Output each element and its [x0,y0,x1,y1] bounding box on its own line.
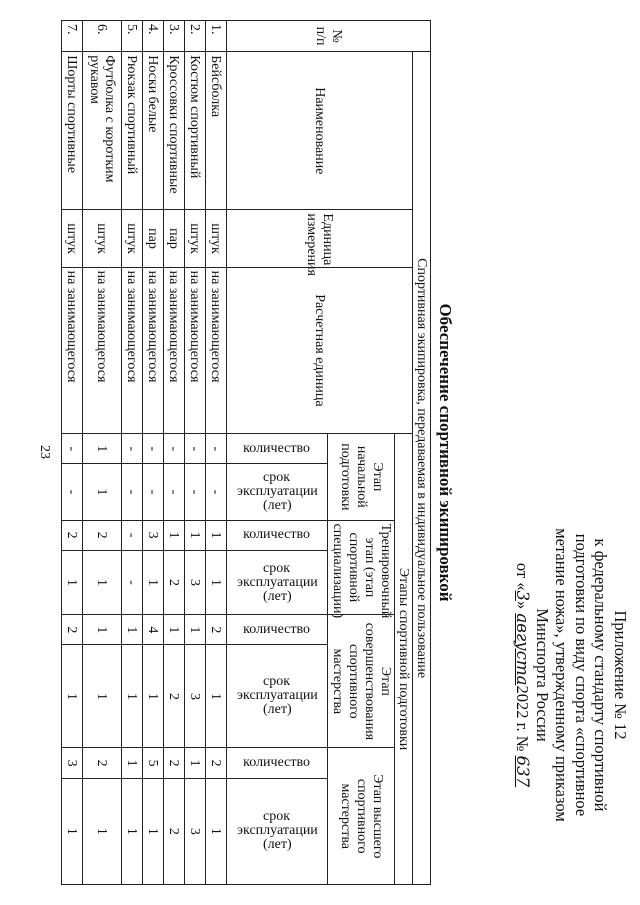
term-cell: 1 [143,778,164,884]
term-cell: 1 [143,550,164,615]
term-cell: 3 [185,550,206,615]
qty-cell: - [206,434,227,464]
calc-unit: на занимающегося [206,267,227,434]
subheader-term: срок эксплуатации (лет) [227,464,328,520]
item-name: Рюкзак спортивный [122,52,143,210]
date-year: 2022 г. № [513,685,533,752]
qty-cell: 2 [62,520,83,550]
item-name: Носки белые [143,52,164,210]
qty-cell: 3 [143,520,164,550]
table-row [206,21,227,885]
appendix-line-2: к федеральному стандарту спортивной [591,538,611,812]
qty-cell: 5 [143,748,164,778]
term-cell: 1 [62,645,83,748]
subheader-qty: количество [227,748,328,778]
date-day: 3 [513,590,533,601]
qty-cell: 2 [164,748,185,778]
row-number: 5. [122,21,143,52]
qty-cell: - [122,434,143,464]
term-cell: 1 [83,550,122,615]
qty-cell: - [62,434,83,464]
table-row [143,21,164,885]
row-number: 3. [164,21,185,52]
header-stage-1: Этап начальной подготовки [328,434,395,520]
header-stage-2: Тренировочный этап (этап спортивной специализации) [328,520,395,615]
date-mid: » [513,601,533,610]
row-number: 7. [62,21,83,52]
term-cell: 2 [164,778,185,884]
row-number: 4. [143,21,164,52]
term-cell: - [143,464,164,520]
term-cell: 3 [185,778,206,884]
term-cell: - [164,464,185,520]
header-group: Спортивная экипировка, передаваемая в индивидуальное пользование [413,52,431,885]
order-number: 637 [513,755,533,788]
term-cell: 2 [164,550,185,615]
table-row [62,21,83,885]
subheader-term: срок эксплуатации (лет) [227,778,328,884]
document-title: Обеспечение спортивной экипировкой [436,303,455,602]
qty-cell: 2 [83,748,122,778]
term-cell: 1 [62,550,83,615]
table-row [122,21,143,885]
term-cell: 3 [185,645,206,748]
page-number: 23 [37,445,52,459]
header-stage-4: Этап высшего спортивного мастерства [328,748,395,885]
row-number: 6. [83,21,122,52]
calc-unit: на занимающегося [122,267,143,434]
appendix-line-4: метание ножа», утвержденному приказом [552,528,572,822]
item-name: Бейсболка [206,52,227,210]
calc-unit: на занимающегося [185,267,206,434]
calc-unit: на занимающегося [164,267,185,434]
qty-cell: 2 [206,615,227,645]
item-unit: штук [122,210,143,267]
item-name: Футболка с коротким рукавом [83,52,122,210]
term-cell: 1 [83,778,122,884]
qty-cell: 1 [122,615,143,645]
item-unit: пар [164,210,185,267]
date-prefix: от « [513,562,533,591]
item-name: Костюм спортивный [185,52,206,210]
item-unit: штук [83,210,122,267]
appendix-line-5: Минспорта России [533,608,552,742]
row-number: 2. [185,21,206,52]
equipment-table [61,20,431,885]
term-cell: - [206,464,227,520]
appendix-line-1: Приложение № 12 [611,610,630,740]
item-unit: пар [143,210,164,267]
subheader-term: срок эксплуатации (лет) [227,645,328,748]
header-calc: Расчетная единица [227,267,413,434]
term-cell: 1 [206,645,227,748]
term-cell: - [122,464,143,520]
term-cell: - [185,464,206,520]
qty-cell: - [164,434,185,464]
item-unit: штук [62,210,83,267]
header-num: № п/п [227,21,431,52]
appendix-header [513,455,630,895]
term-cell: - [122,550,143,615]
header-name: Наименование [227,52,413,210]
item-unit: штук [206,210,227,267]
qty-cell: 1 [164,615,185,645]
qty-cell: 1 [185,520,206,550]
calc-unit: на занимающегося [62,267,83,434]
subheader-term: срок эксплуатации (лет) [227,550,328,615]
qty-cell: 1 [185,748,206,778]
appendix-date-line [513,455,533,895]
qty-cell: 2 [62,615,83,645]
term-cell: 1 [122,778,143,884]
qty-cell: 2 [83,520,122,550]
item-unit: штук [185,210,206,267]
subheader-qty: количество [227,615,328,645]
header-stages: Этапы спортивной подготовки [395,434,413,885]
term-cell: 2 [164,645,185,748]
calc-unit: на занимающегося [143,267,164,434]
subheader-qty: количество [227,434,328,464]
qty-cell: 4 [143,615,164,645]
term-cell: 1 [206,778,227,884]
term-cell: 1 [83,464,122,520]
table-row [185,21,206,885]
qty-cell: 1 [122,748,143,778]
header-unit: Единица измерения [227,210,413,267]
rotated-page-content [10,10,630,895]
qty-cell: - [122,520,143,550]
term-cell: 1 [62,778,83,884]
table-row [83,21,122,885]
item-name: Кроссовки спортивные [164,52,185,210]
term-cell: 1 [206,550,227,615]
subheader-qty: количество [227,520,328,550]
table-row [164,21,185,885]
qty-cell: - [143,434,164,464]
term-cell: 1 [143,645,164,748]
calc-unit: на занимающегося [83,267,122,434]
header-stage-3: Этап совершенствования спортивного мастерства [328,615,395,748]
term-cell: - [62,464,83,520]
appendix-line-3: подготовки по виду спорта «спортивное [572,533,591,817]
row-number: 1. [206,21,227,52]
item-name: Шорты спортивные [62,52,83,210]
qty-cell: - [185,434,206,464]
qty-cell: 3 [62,748,83,778]
term-cell: 1 [122,645,143,748]
qty-cell: 1 [164,520,185,550]
date-month: августа [513,613,533,686]
qty-cell: 1 [185,615,206,645]
qty-cell: 1 [83,615,122,645]
qty-cell: 1 [83,434,122,464]
term-cell: 1 [83,645,122,748]
qty-cell: 1 [206,520,227,550]
qty-cell: 2 [206,748,227,778]
